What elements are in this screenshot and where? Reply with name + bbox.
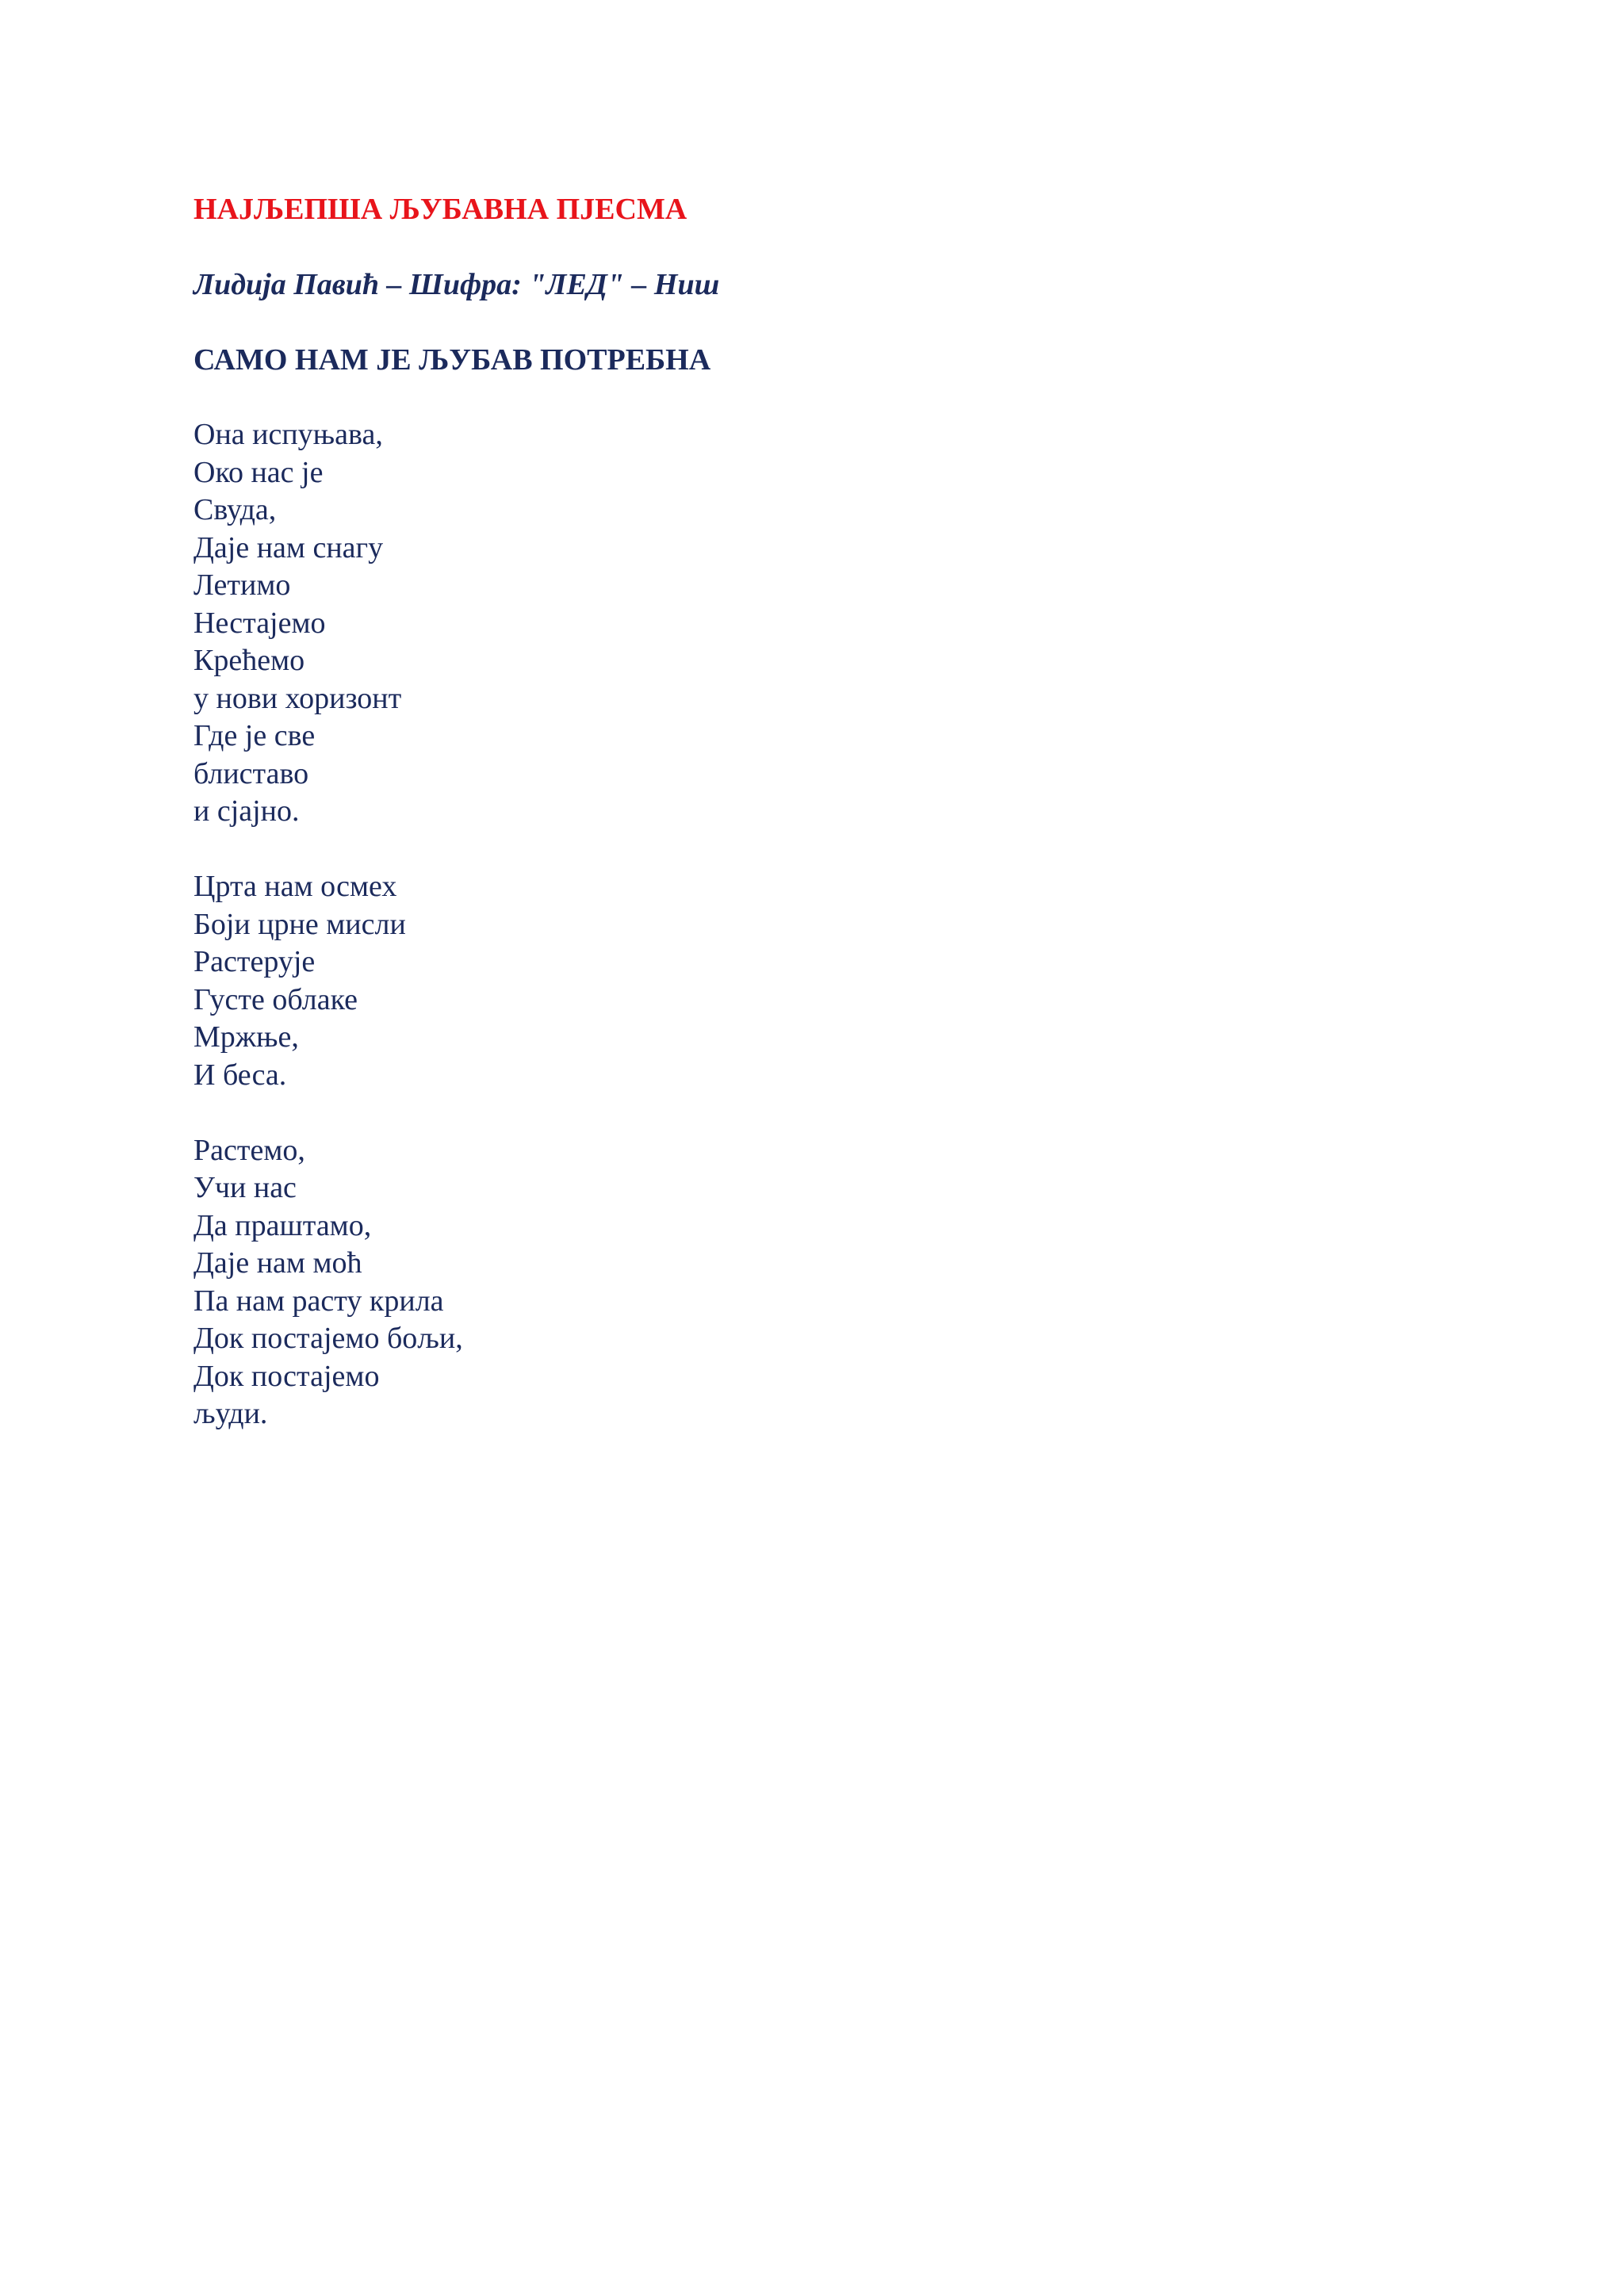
poem-line: Боји црне мисли: [193, 907, 406, 941]
stanza-1: [193, 416, 1383, 831]
poem-line: Мржње,: [193, 1020, 299, 1054]
poem-line: Свуда,: [193, 493, 277, 526]
poem-line: Да праштамо,: [193, 1208, 372, 1242]
poem-line: и сјајно.: [193, 794, 300, 828]
poem-line: Нестајемо: [193, 606, 326, 640]
poem-line: у нови хоризонт: [193, 681, 402, 715]
poem-line: Учи нас: [193, 1171, 297, 1204]
poem-line: блиставо: [193, 756, 309, 790]
document-content: [193, 190, 1383, 1471]
poem-line: Па нам расту крила: [193, 1284, 444, 1318]
poem-line: Летимо: [193, 568, 291, 602]
stanza-2: [193, 868, 1383, 1094]
poem-line: Даје нам моћ: [193, 1246, 362, 1280]
poem-line: Даје нам снагу: [193, 530, 384, 564]
poem-line: људи.: [193, 1397, 268, 1430]
poem-line: Растерује: [193, 945, 316, 978]
poem-title: САМО НАМ ЈЕ ЉУБАВ ПОТРЕБНА: [193, 343, 711, 377]
poem-line: Растемо,: [193, 1133, 305, 1167]
poem-line: Док постајемо бољи,: [193, 1322, 463, 1355]
poem-line: Где је све: [193, 719, 316, 752]
poem-line: Док постајемо: [193, 1359, 380, 1393]
poem-line: Крећемо: [193, 644, 305, 677]
competition-title: НАЈЉЕПША ЉУБАВНА ПЈЕСМА: [193, 193, 688, 226]
poem-line: Црта нам осмех: [193, 870, 397, 903]
poem-line: И беса.: [193, 1058, 287, 1092]
poem-line: Густе облаке: [193, 982, 358, 1016]
stanza-3: [193, 1132, 1383, 1433]
author-line: Лидија Павић – Шифра: "ЛЕД" – Ниш: [193, 268, 720, 301]
poem-line: Око нас је: [193, 455, 324, 489]
poem-line: Она испуњава,: [193, 418, 383, 451]
